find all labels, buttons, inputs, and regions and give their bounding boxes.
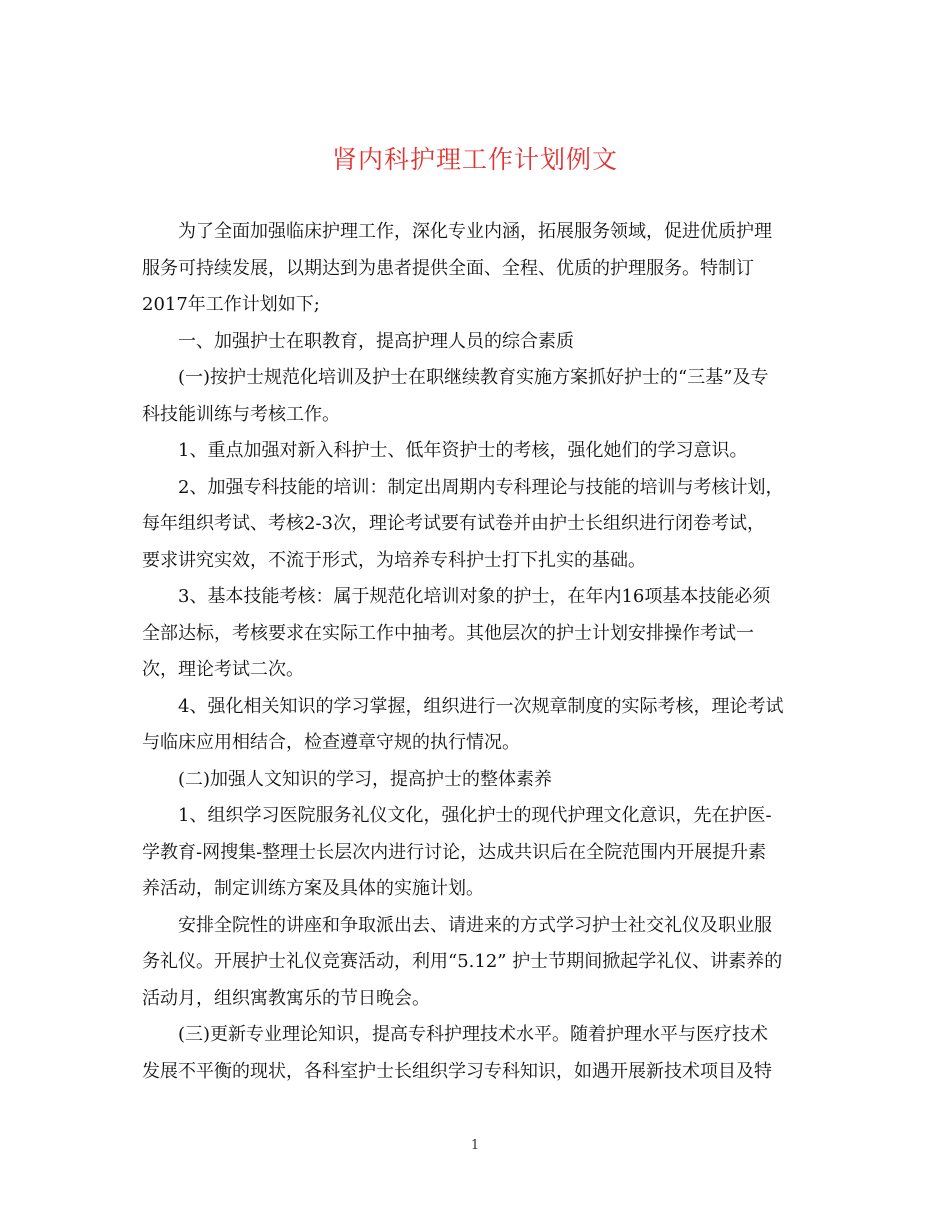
paragraph-line: 活动月，组织寓教寓乐的节日晚会。 xyxy=(142,987,430,1009)
section-heading xyxy=(142,324,808,361)
paragraph-line: (三)更新专业理论知识，提高专科护理技术水平。随着护理水平与医疗技术 xyxy=(178,1024,769,1045)
paragraph xyxy=(142,908,808,1018)
paragraph-line: 1、重点加强对新入科护士、低年资护士的考核，强化她们的学习意识。 xyxy=(178,440,748,461)
paragraph-line: 4、强化相关知识的学习掌握，组织进行一次规章制度的实际考核，理论考试 xyxy=(178,695,784,717)
section-heading xyxy=(142,762,808,799)
paragraph-line: 与临床应用相结合，检查遵章守规的执行情况。 xyxy=(142,732,520,753)
paragraph-line: 为了全面加强临床护理工作，深化专业内涵，拓展服务领域，促进优质护理 xyxy=(178,221,772,242)
paragraph-line: 安排全院性的讲座和争取派出去、请进来的方式学习护士社交礼仪及职业服 xyxy=(178,914,772,936)
paragraph-line: 务礼仪。开展护士礼仪竞赛活动，利用“5.12” 护士节期间掀起学礼仪、讲素养的 xyxy=(142,951,783,972)
paragraph xyxy=(142,579,808,689)
paragraph-line: 要求讲究实效，不流于形式，为培养专科护士打下扎实的基础。 xyxy=(142,549,646,571)
paragraph-line: 次，理论考试二次。 xyxy=(142,659,304,680)
paragraph-line: 服务可持续发展，以期达到为患者提供全面、全程、优质的护理服务。特制订 xyxy=(142,257,754,279)
paragraph xyxy=(142,470,808,580)
paragraph-line: 每年组织考试、考核2-3次，理论考试要有试卷并由护士长组织进行闭卷考试， xyxy=(142,513,765,534)
paragraph xyxy=(142,433,808,470)
paragraph-line: 2、加强专科技能的培训：制定出周期内专科理论与技能的培训与考核计划， xyxy=(178,476,784,498)
document-body xyxy=(142,214,808,1090)
paragraph-line: 学教育-网搜集-整理士长层次内进行讨论，达成共识后在全院范围内开展提升素 xyxy=(142,841,767,863)
paragraph-line: 1、组织学习医院服务礼仪文化，强化护士的现代护理文化意识，先在护医- xyxy=(178,805,772,826)
page-number: 1 xyxy=(470,1138,480,1153)
paragraph xyxy=(142,798,808,908)
paragraph-line: 一、加强护士在职教育，提高护理人员的综合素质 xyxy=(178,330,574,352)
paragraph xyxy=(142,1017,808,1090)
paragraph-line: 科技能训练与考核工作。 xyxy=(142,403,340,425)
paragraph xyxy=(142,214,808,324)
paragraph-line: 2017年工作计划如下; xyxy=(142,294,320,315)
paragraph-line: 3、基本技能考核：属于规范化培训对象的护士，在年内16项基本技能必须 xyxy=(178,586,771,607)
document-title: 肾内科护理工作计划例文 xyxy=(331,145,618,174)
paragraph xyxy=(142,360,808,433)
paragraph-line: 全部达标，考核要求在实际工作中抽考。其他层次的护士计划安排操作考试一 xyxy=(142,622,754,644)
paragraph-line: (一)按护士规范化培训及护士在职继续教育实施方案抓好护士的“三基”及专 xyxy=(178,367,769,388)
paragraph xyxy=(142,689,808,762)
paragraph-line: (二)加强人文知识的学习，提高护士的整体素养 xyxy=(178,768,553,790)
paragraph-line: 养活动，制定训练方案及具体的实施计划。 xyxy=(142,878,484,899)
paragraph-line: 发展不平衡的现状，各科室护士长组织学习专科知识，如遇开展新技术项目及特 xyxy=(142,1060,772,1082)
